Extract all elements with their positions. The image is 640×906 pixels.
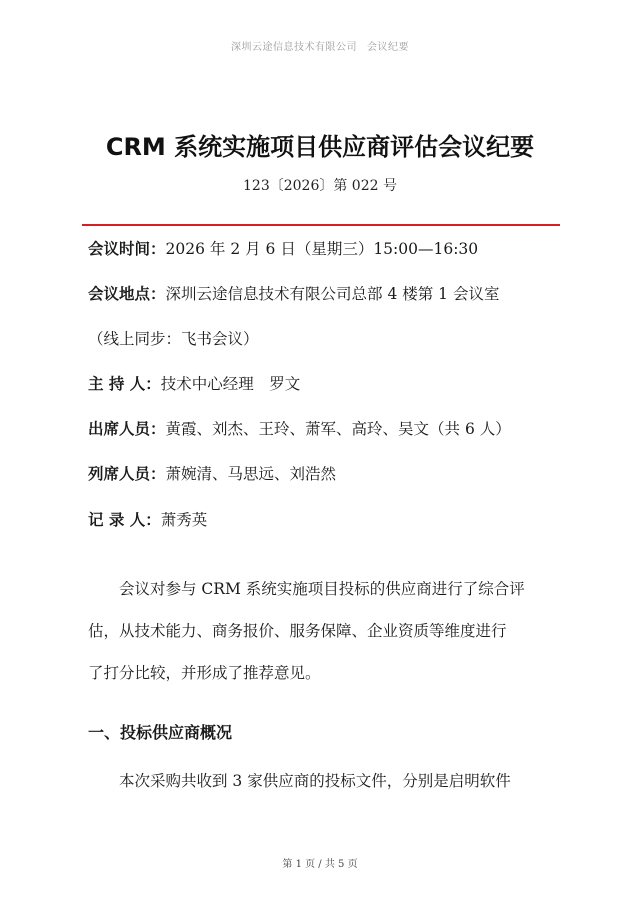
attendees-line — [88, 417, 511, 439]
location-note-text: （线上同步：飞书会议） — [88, 330, 259, 348]
host-label: 主 持 人： — [88, 375, 161, 393]
summary-paragraph — [88, 568, 564, 694]
attendees-value: 黄霞、刘杰、王玲、萧军、高玲、吴文（共 6 人） — [165, 420, 511, 438]
meeting-location-value: 深圳云途信息技术有限公司总部 4 楼第 1 会议室 — [165, 285, 500, 303]
document-title: CRM 系统实施项目供应商评估会议纪要 — [105, 133, 535, 161]
observers-label: 列席人员： — [88, 465, 166, 483]
observers-line — [88, 462, 336, 484]
summary-line: 了打分比较，并形成了推荐意见。 — [88, 664, 321, 682]
host-line — [88, 372, 300, 394]
meeting-time-label: 会议时间： — [88, 240, 166, 258]
host-value: 技术中心经理 罗文 — [160, 375, 301, 393]
meeting-location-note — [88, 327, 259, 349]
red-divider — [82, 224, 560, 226]
recorder-label: 记 录 人： — [88, 511, 161, 529]
meeting-location-line — [88, 282, 499, 304]
recorder-value: 萧秀英 — [160, 511, 208, 529]
observers-value: 萧婉清、马思远、刘浩然 — [165, 465, 337, 483]
meeting-time-line — [88, 237, 478, 259]
summary-line: 会议对参与 CRM 系统实施项目投标的供应商进行了综合评 — [119, 580, 525, 598]
section-heading-vendors: 一、投标供应商概况 — [88, 723, 233, 742]
summary-line: 估，从技术能力、商务报价、服务保障、企业资质等维度进行 — [88, 622, 507, 640]
document-number: 123〔2026〕第 022 号 — [243, 178, 397, 194]
meeting-location-label: 会议地点： — [88, 285, 166, 303]
attendees-label: 出席人员： — [88, 420, 166, 438]
running-header — [0, 38, 640, 53]
header-company: 深圳云途信息技术有限公司 — [231, 42, 357, 53]
header-doc-type: 会议纪要 — [367, 42, 409, 53]
page-number: 第 1 页 / 共 5 页 — [282, 859, 358, 870]
recorder-line — [88, 508, 207, 530]
section-vendors-first-line: 本次采购共收到 3 家供应商的投标文件，分别是启明软件 — [119, 772, 511, 790]
meeting-time-value: 2026 年 2 月 6 日（星期三）15:00—16:30 — [165, 240, 479, 258]
